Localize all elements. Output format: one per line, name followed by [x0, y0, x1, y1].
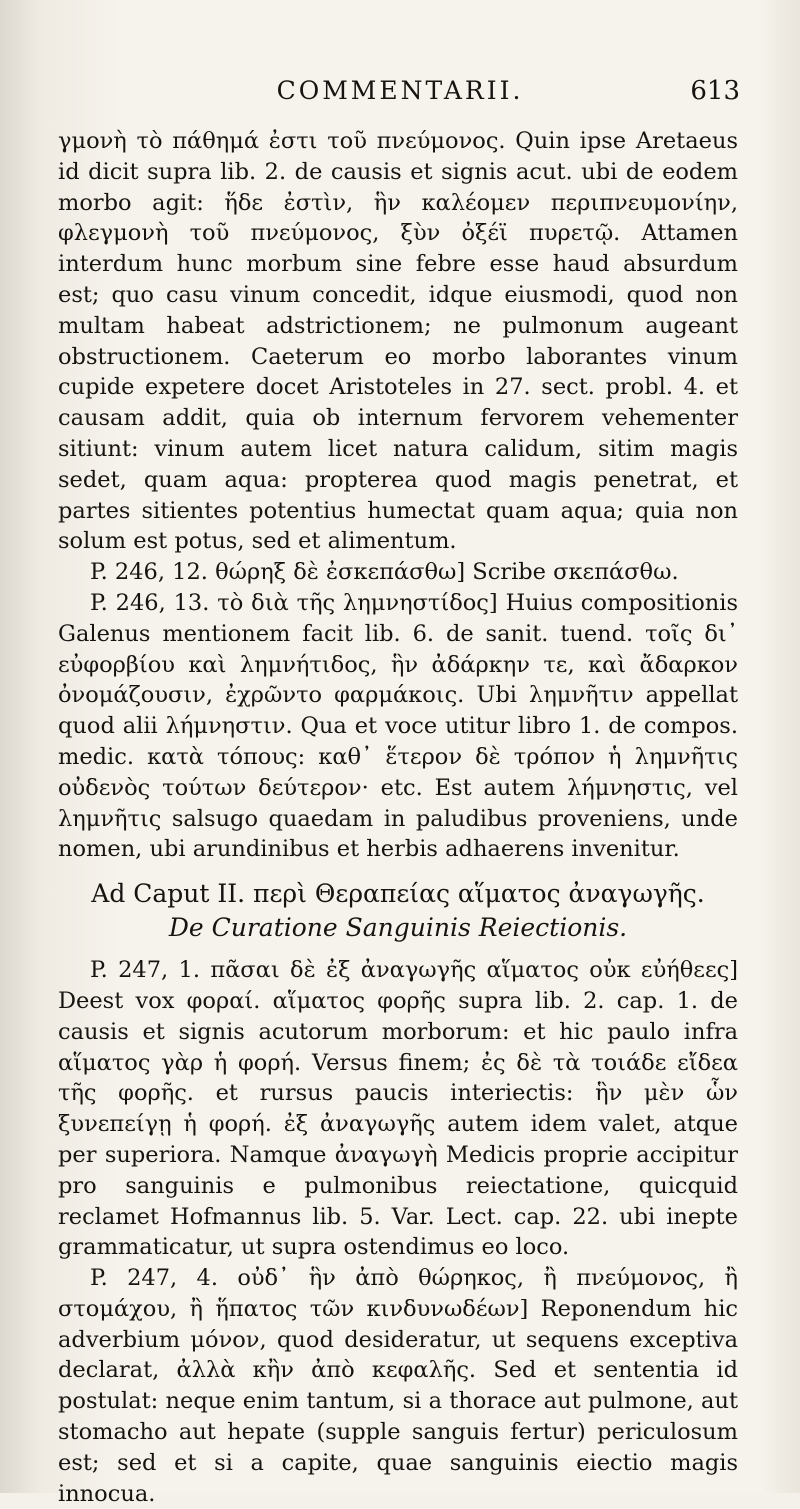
paragraph-note-247-4: P. 247, 4. οὐδ᾽ ἣν ἀπὸ θώρηκος, ἢ πνεύμονος, ἢ στομάχου, ἢ ἥπατος τῶν κινδυνωδέων] Reponendum hic adverbium μόνον, quod desideratur, ut sequens exceptiva declarat, ἀλλὰ κἢν ἀπὸ κεφαλῆς. Sed et sententia id postulat: neque enim tantum, si a thorace aut pulmone, aut stomacho aut hepate (supple sanguis fertur) periculosum est; sed et si a capite, quae sanguinis eiectio magis innocua.: [58, 1265, 738, 1507]
paragraph-note-246-13: P. 246, 13. τὸ διὰ τῆς λημνηστίδος] Huius compositionis Galenus mentionem facit lib. 6. de sanit. tuend. τοῖς δι᾽ εὐφορβίου καὶ λημνήτιδος, ἣν ἀδάρκην τε, καὶ ἄδαρκον ὀνομάζουσιν, ἐχρῶντο φαρμάκοις. Ubi λημνῆτιν appellat quod alii λήμνηστιν. Qua et voce utitur libro 1. de compos. medic. κατὰ τόπους: καθ᾽ ἕτερον δὲ τρόπον ἡ λημνῆτις οὐδενὸς τούτων δεύτερον· etc. Est autem λήμνηστις, vel λημνῆτις salsugo quaedam in paludibus proveniens, unde nomen, ubi arundinibus et herbis adhaerens invenitur.: [58, 589, 738, 863]
chapter-heading-line2: De Curatione Sanguinis Reiectionis.: [168, 913, 628, 943]
running-title: COMMENTARII.: [276, 76, 524, 105]
chapter-heading: [58, 877, 738, 945]
page-number: 613: [690, 76, 740, 106]
chapter-heading-line1: Ad Caput II. περὶ Θεραπείας αἵματος ἀναγωγῆς.: [91, 879, 705, 909]
body-text: [58, 126, 738, 1509]
page-header: [60, 76, 740, 116]
paragraph-continued: γμονὴ τὸ πάθημά ἐστι τοῦ πνεύμονος. Quin ipse Aretaeus id dicit supra lib. 2. de causis et signis acut. ubi de eodem morbo agit: ἥδε ἐστὶν, ἣν καλέομεν περιπνευμονίην, φλεγμονὴ τοῦ πνεύμονος, ξὺν ὀξέϊ πυρετῷ. Attamen interdum hunc morbum sine febre esse haud absurdum est; quo casu vinum concedit, idque eiusmodi, quod non multam habeat adstrictionem; ne pulmonum augeant obstructionem. Caeterum eo morbo laborantes vinum cupide expetere docet Aristoteles in 27. sect. probl. 4. et causam addit, quia ob internum fervorem vehementer sitiunt: vinum autem licet natura calidum, sitim magis sedet, quam aqua: propterea quod magis penetrat, et partes sitientes potentius humectat quam aqua; quia non solum est potus, sed et alimentum.: [58, 128, 738, 555]
paragraph-note-247-1: P. 247, 1. πᾶσαι δὲ ἐξ ἀναγωγῆς αἵματος οὐκ εὐήθεες] Deest vox φοραί. αἵματος φορῆς supra lib. 2. cap. 1. de causis et signis acutorum morborum: et hic paulo infra αἵματος γὰρ ἡ φορή. Versus finem; ἐς δὲ τὰ τοιάδε εἴδεα τῆς φορῆς. et rursus paucis interiectis: ἣν μὲν ὧν ξυνεπείγῃ ἡ φορή. ἐξ ἀναγωγῆς autem idem valet, atque per superiora. Namque ἀναγωγὴ Medicis proprie accipitur pro sanguinis e pulmonibus reiectatione, quicquid reclamet Hofmannus lib. 5. Var. Lect. cap. 22. ubi inepte grammaticatur, ut supra ostendimus eo loco.: [58, 957, 738, 1261]
paragraph-note-246-12: P. 246, 12. θώρηξ δὲ ἐσκεπάσθω] Scribe σκεπάσθω.: [90, 559, 679, 586]
